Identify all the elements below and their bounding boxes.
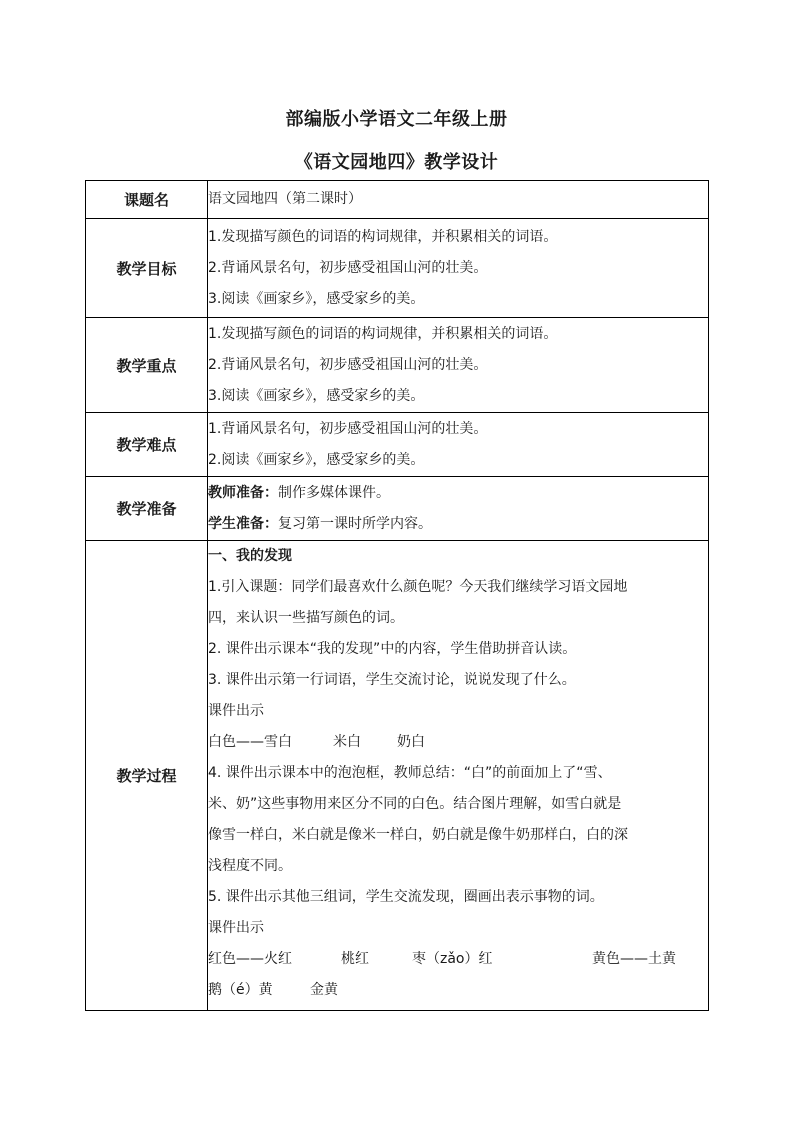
- content-topic: [208, 181, 709, 219]
- row-difficulties: [86, 413, 709, 477]
- row-topic: [86, 181, 709, 219]
- paragraph: 3. 课件出示第一行词语，学生交流讨论，说说发现了什么。: [208, 672, 576, 688]
- student-prep-label: 学生准备：: [208, 515, 278, 532]
- student-prep-text: 复习第一课时所学内容。: [278, 515, 432, 532]
- word: 白色——雪白: [208, 734, 292, 750]
- label-process: 教学过程: [86, 541, 208, 1011]
- row-goals: [86, 219, 709, 318]
- row-process: [86, 541, 709, 1011]
- list-item: 3.阅读《画家乡》，感受家乡的美。: [208, 387, 425, 404]
- label-topic: 课题名: [86, 181, 208, 219]
- document-subtitle: 《语文园地四》教学设计: [294, 152, 499, 173]
- content-process: [208, 541, 709, 1011]
- list-item: 3.阅读《画家乡》，感受家乡的美。: [208, 290, 425, 307]
- white-words: [208, 727, 708, 758]
- paragraph: 2. 课件出示课本“我的发现”中的内容，学生借助拼音认读。: [208, 641, 577, 657]
- courseware-label: 课件出示: [208, 920, 264, 936]
- content-key-points: [208, 318, 709, 413]
- label-key-points: 教学重点: [86, 318, 208, 413]
- teacher-preparation: [208, 478, 708, 509]
- paragraph: 四，来认识一些描写颜色的词。: [208, 610, 404, 626]
- list-item: 1.发现描写颜色的词语的构词规律，并积累相关的词语。: [208, 325, 558, 342]
- paragraph: 米、奶”这些事物用来区分不同的白色。结合图片理解，如雪白就是: [208, 796, 622, 812]
- paragraph: 5. 课件出示其他三组词，学生交流发现，圈画出表示事物的词。: [208, 889, 604, 905]
- word: 金黄: [310, 982, 338, 998]
- label-preparation: 教学准备: [86, 477, 208, 541]
- lesson-plan-table: [85, 180, 709, 1011]
- list-item: 2.背诵风景名句，初步感受祖国山河的壮美。: [208, 259, 488, 276]
- word: 奶白: [397, 734, 425, 750]
- list-item: 1.发现描写颜色的词语的构词规律，并积累相关的词语。: [208, 228, 558, 245]
- content-goals: [208, 219, 709, 318]
- section-heading: 一、我的发现: [208, 548, 292, 564]
- list-item: 2.阅读《画家乡》，感受家乡的美。: [208, 451, 425, 468]
- row-preparation: [86, 477, 709, 541]
- paragraph: 1.引入课题：同学们最喜欢什么颜色呢？今天我们继续学习语文园地: [208, 579, 628, 595]
- teacher-prep-text: 制作多媒体课件。: [278, 484, 390, 501]
- topic-text: 语文园地四（第二课时）: [208, 191, 362, 207]
- student-preparation: [208, 509, 708, 540]
- row-key-points: [86, 318, 709, 413]
- content-preparation: [208, 477, 709, 541]
- courseware-label: 课件出示: [208, 703, 264, 719]
- word: 桃红: [341, 951, 369, 967]
- red-yellow-words: [208, 944, 708, 975]
- paragraph: 浅程度不同。: [208, 858, 292, 874]
- content-difficulties: [208, 413, 709, 477]
- teacher-prep-label: 教师准备：: [208, 484, 278, 501]
- list-item: 2.背诵风景名句，初步感受祖国山河的壮美。: [208, 356, 488, 373]
- word: 枣（zǎo）红: [412, 951, 493, 967]
- label-difficulties: 教学难点: [86, 413, 208, 477]
- word: 红色——火红: [208, 951, 292, 967]
- word: 米白: [333, 734, 361, 750]
- word: 黄色——土黄: [592, 951, 676, 967]
- paragraph: 4. 课件出示课本中的泡泡框，教师总结：“白”的前面加上了“雪、: [208, 765, 612, 781]
- word: 鹅（é）黄: [208, 982, 273, 998]
- document-title: 部编版小学语文二年级上册: [285, 109, 508, 130]
- label-goals: 教学目标: [86, 219, 208, 318]
- yellow-words: [208, 975, 708, 1006]
- list-item: 1.背诵风景名句，初步感受祖国山河的壮美。: [208, 420, 488, 437]
- paragraph: 像雪一样白，米白就是像米一样白，奶白就是像牛奶那样白，白的深: [208, 827, 628, 843]
